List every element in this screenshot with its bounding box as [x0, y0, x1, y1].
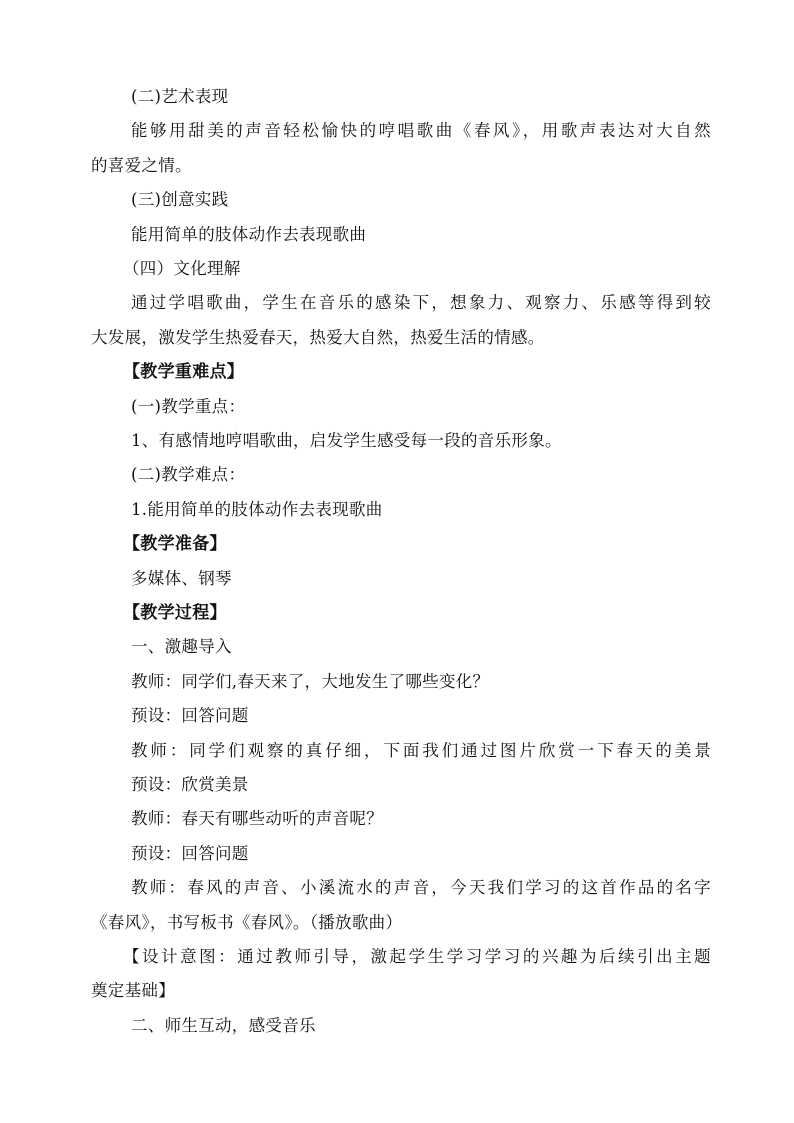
dialogue-line: 预设：回答问题 [131, 843, 249, 863]
subheading-difficult-points: (二)教学难点： [131, 465, 246, 485]
subheading-key-points: (一)教学重点： [131, 396, 246, 416]
heading-teaching-process: 【教学过程】 [123, 603, 227, 623]
section-heading-cultural-understanding: （四）文化理解 [123, 259, 241, 278]
subheading-introduction: 一、激趣导入 [131, 637, 232, 657]
heading-key-difficult-points: 【教学重难点】 [123, 362, 245, 383]
dialogue-line: 预设：回答问题 [131, 706, 249, 726]
paragraph-line: 通过学唱歌曲，学生在音乐的感染下，想象力、观察力、乐感等得到较 [131, 293, 711, 313]
dialogue-line: 预设：欣赏美景 [131, 775, 249, 794]
section-heading-creative-practice: (三)创意实践 [131, 190, 229, 210]
paragraph-line: 的喜爱之情。 [91, 155, 192, 175]
paragraph-line: 能够用甜美的声音轻松愉快的哼唱歌曲《春风》，用歌声表达对大自然 [131, 121, 711, 141]
section-heading-art-expression: (二)艺术表现 [131, 87, 229, 106]
paragraph-line: 1.能用简单的肢体动作去表现歌曲 [131, 499, 383, 519]
heading-teaching-preparation: 【教学准备】 [123, 534, 227, 555]
paragraph-line: 1、有感情地哼唱歌曲，启发学生感受每一段的音乐形象。 [131, 431, 562, 450]
design-intent-line: 【设计意图：通过教师引导，激起学生学习学习的兴趣为后续引出主题 [123, 947, 711, 966]
dialogue-line: 《春风》，书写板书《春风》。（播放歌曲） [91, 912, 403, 932]
dialogue-line: 教师：春天有哪些动听的声音呢？ [131, 809, 383, 829]
design-intent-line: 奠定基础】 [91, 981, 175, 1001]
dialogue-line: 教师：春风的声音、小溪流水的声音，今天我们学习的这首作品的名字 [131, 878, 711, 898]
dialogue-line: 教师：同学们,春天来了，大地发生了哪些变化？ [131, 671, 490, 691]
subheading-interaction: 二、师生互动，感受音乐 [131, 1015, 316, 1035]
paragraph-line: 大发展，激发学生热爱春天，热爱大自然，热爱生活的情感。 [91, 327, 545, 347]
paragraph-line: 能用简单的肢体动作去表现歌曲 [131, 224, 367, 244]
dialogue-line: 教师：同学们观察的真仔细，下面我们通过图片欣赏一下春天的美景 [131, 740, 711, 760]
paragraph-line: 多媒体、钢琴 [131, 568, 232, 588]
